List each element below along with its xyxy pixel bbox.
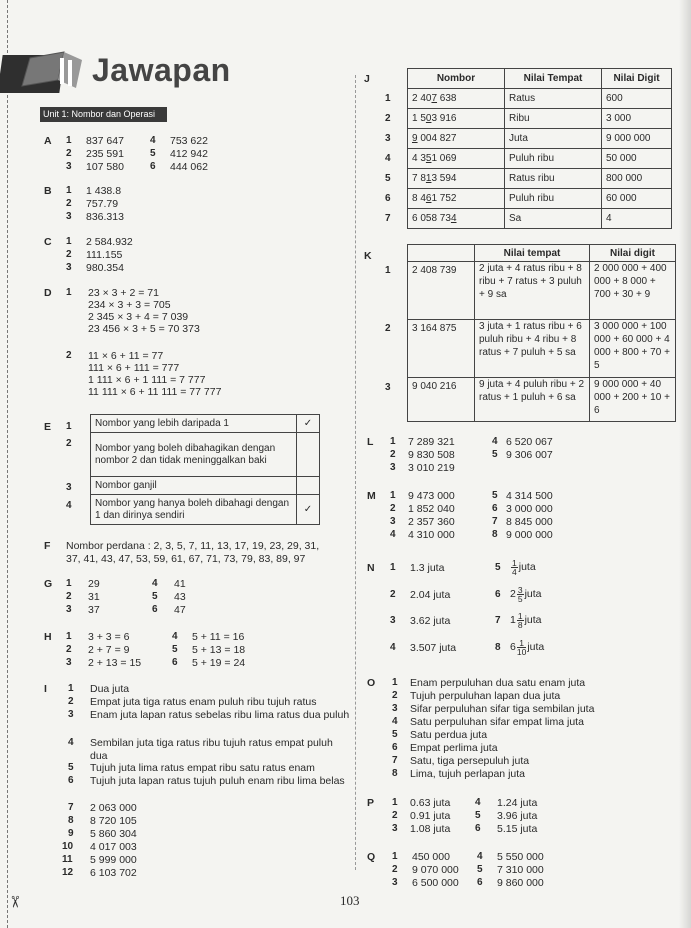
answer-value: Satu perdua juta: [410, 729, 488, 741]
section-label-q: Q: [367, 851, 376, 863]
column-header: Nilai digit: [590, 245, 676, 262]
item-number: 3: [392, 877, 398, 888]
table-cell: Nombor yang hanya boleh dibahagi dengan 1 dan dirinya sendiri: [91, 495, 297, 525]
answer-value: 5 550 000: [497, 851, 544, 863]
place-value-cell: Ratus: [505, 89, 602, 109]
section-label-g: G: [44, 578, 53, 590]
place-value-cell: Ratus ribu: [505, 169, 602, 189]
item-number: 7: [492, 516, 498, 527]
answer-value: 2 + 7 = 9: [88, 644, 130, 656]
item-number: 2: [66, 350, 72, 361]
answer-value: Satu perpuluhan sifar empat lima juta: [410, 716, 584, 728]
fraction-answer: $\frac{1}{4}$ juta: [512, 557, 536, 577]
item-number: 5: [150, 148, 156, 159]
number-cell: 4 351 069: [408, 149, 505, 169]
section-label-c: C: [44, 236, 52, 248]
answer-value: 5 860 304: [90, 828, 137, 840]
item-number: 3: [66, 262, 72, 273]
answer-value: 4 314 500: [506, 490, 553, 502]
table-row: [408, 109, 672, 129]
item-number: 5: [152, 591, 158, 602]
place-value-cell: Sa: [505, 209, 602, 229]
item-number: 2: [66, 438, 72, 449]
item-number: 6: [477, 877, 483, 888]
item-number: 1: [66, 287, 72, 298]
section-label-h: H: [44, 631, 52, 643]
answer-value: 9 860 000: [497, 877, 544, 889]
answer-value: 111.155: [86, 249, 123, 261]
answer-value: 8 720 105: [90, 815, 137, 827]
item-number: 5: [172, 644, 178, 655]
table-row: [408, 209, 672, 229]
answer-value: 3 + 3 = 6: [88, 631, 130, 643]
item-number: 2: [66, 198, 72, 209]
item-number: 3: [66, 161, 72, 172]
number-cell: 2 408 739: [408, 262, 475, 320]
item-number: 6: [392, 742, 398, 753]
item-number: 2: [392, 864, 398, 875]
equation: 23 × 3 + 2 = 71: [88, 287, 159, 299]
section-label-o: O: [367, 677, 376, 689]
section-label-l: L: [367, 436, 374, 448]
digit-value-cell: 2 000 000 + 400 000 + 8 000 + 700 + 30 + 9: [590, 262, 676, 320]
answer-value: 2.04 juta: [410, 589, 451, 601]
section-label-m: M: [367, 490, 376, 502]
answer-value: Sifar perpuluhan sifar tiga sembilan juta: [410, 703, 595, 715]
answer-value: 9 070 000: [412, 864, 459, 876]
section-label-a: A: [44, 135, 52, 147]
table-row: [408, 378, 676, 422]
section-label-j: J: [364, 73, 370, 85]
tick-icon: ✓: [297, 495, 320, 525]
item-number: 3: [392, 703, 398, 714]
answer-value: 3.96 juta: [497, 810, 538, 822]
answer-value: 9 306 007: [506, 449, 553, 461]
item-number: 2: [385, 113, 391, 124]
item-number: 4: [477, 851, 483, 862]
answer-value: 8 845 000: [506, 516, 553, 528]
item-number: 8: [392, 768, 398, 779]
table-row: [408, 262, 676, 320]
page-title: Jawapan: [92, 52, 231, 88]
answer-value: Lima, tujuh perlapan juta: [410, 768, 525, 780]
answer-value: 9 830 508: [408, 449, 455, 461]
item-number: 6: [68, 775, 74, 786]
table-row: [408, 129, 672, 149]
tick-cell: [297, 433, 320, 477]
item-number: 3: [66, 211, 72, 222]
item-number: 2: [390, 503, 396, 514]
answer-value: 753 622: [170, 135, 208, 147]
item-number: 6: [152, 604, 158, 615]
place-value-cell: 2 juta + 4 ratus ribu + 8 ribu + 7 ratus + 3 puluh + 9 sa: [475, 262, 590, 320]
tick-cell: [297, 477, 320, 495]
item-number: 5: [495, 562, 501, 573]
prime-numbers-line: 37, 41, 43, 47, 53, 59, 61, 67, 71, 73, 79, 83, 89, 97: [66, 553, 306, 565]
table-e: [90, 414, 320, 525]
place-value-cell: Puluh ribu: [505, 189, 602, 209]
answer-value: 5 + 13 = 18: [192, 644, 246, 656]
answer-value: Tujuh juta lapan ratus tujuh puluh enam ribu lima belas: [90, 775, 345, 787]
answer-value: 7 310 000: [497, 864, 544, 876]
item-number: 5: [492, 449, 498, 460]
item-number: 4: [475, 797, 481, 808]
equation: 111 × 6 + 111 = 777: [88, 362, 180, 374]
item-number: 8: [495, 642, 501, 653]
place-value-cell: 9 juta + 4 puluh ribu + 2 ratus + 1 puluh + 6 sa: [475, 378, 590, 422]
item-number: 1: [66, 421, 72, 432]
item-number: 3: [390, 462, 396, 473]
digit-value-cell: 3 000 000 + 100 000 + 60 000 + 4 000 + 800 + 70 + 5: [590, 320, 676, 378]
digit-value-cell: 4: [602, 209, 672, 229]
table-cell: Nombor yang boleh dibahagikan dengan nombor 2 dan tidak meninggalkan baki: [91, 433, 297, 477]
item-number: 1: [66, 578, 72, 589]
answer-value: 6 520 067: [506, 436, 553, 448]
answer-value: 6 500 000: [412, 877, 459, 889]
number-cell: 9 040 216: [408, 378, 475, 422]
item-number: 9: [68, 828, 74, 839]
page-number: 103: [340, 893, 360, 908]
answer-value: 980.354: [86, 262, 124, 274]
item-number: 2: [385, 323, 391, 334]
column-header: Nilai Tempat: [505, 69, 602, 89]
table-j: [407, 68, 672, 229]
item-number: 2: [390, 589, 396, 600]
item-number: 6: [492, 503, 498, 514]
item-number: 10: [62, 841, 74, 852]
item-number: 7: [495, 615, 501, 626]
answer-value: Satu, tiga persepuluh juta: [410, 755, 530, 767]
answer-value: 1 852 040: [408, 503, 455, 515]
equation: 11 × 6 + 11 = 77: [88, 350, 164, 362]
answer-value: 41: [174, 578, 186, 590]
item-number: 4: [492, 436, 498, 447]
item-number: 4: [172, 631, 178, 642]
answer-value: 9 473 000: [408, 490, 455, 502]
answer-value: 450 000: [412, 851, 450, 863]
table-row: [91, 495, 320, 525]
answer-value: 757.79: [86, 198, 119, 210]
answer-value: 4 017 003: [90, 841, 137, 853]
table-row: [408, 149, 672, 169]
equation: 23 456 × 3 + 5 = 70 373: [88, 323, 200, 335]
table-row: [91, 415, 320, 433]
column-header: Nilai tempat: [475, 245, 590, 262]
item-number: 1: [390, 562, 396, 573]
item-number: 3: [66, 657, 72, 668]
section-label-e: E: [44, 421, 52, 433]
prime-numbers-line: Nombor perdana : 2, 3, 5, 7, 11, 13, 17, 19, 23, 29, 31,: [66, 540, 320, 552]
section-label-b: B: [44, 185, 52, 197]
digit-value-cell: 800 000: [602, 169, 672, 189]
answer-value: Tujuh juta lima ratus empat ribu satu ratus enam: [90, 762, 315, 774]
answer-value: 29: [88, 578, 100, 590]
answer-value: 1 438.8: [86, 185, 122, 197]
answer-value: 2 584.932: [86, 236, 133, 248]
pencil-icon: [18, 50, 88, 92]
answer-value: 5 999 000: [90, 854, 137, 866]
table-row: [91, 433, 320, 477]
answer-value: 6 103 702: [90, 867, 137, 879]
item-number: 4: [68, 737, 74, 748]
item-number: 2: [66, 644, 72, 655]
item-number: 5: [385, 173, 391, 184]
table-row: [408, 320, 676, 378]
answer-value: Enam perpuluhan dua satu enam juta: [410, 677, 586, 689]
digit-value-cell: 9 000 000 + 40 000 + 200 + 10 + 6: [590, 378, 676, 422]
item-number: 3: [392, 823, 398, 834]
item-number: 6: [172, 657, 178, 668]
answer-value: 836.313: [86, 211, 124, 223]
table-cell: Nombor ganjil: [91, 477, 297, 495]
item-number: 7: [392, 755, 398, 766]
item-number: 5: [68, 762, 74, 773]
unit-badge: Unit 1: Nombor dan Operasi: [40, 107, 167, 122]
equation: 2 345 × 3 + 4 = 7 039: [88, 311, 189, 323]
table-header-row: [408, 69, 672, 89]
number-cell: 2 407 638: [408, 89, 505, 109]
answer-value: 9 000 000: [506, 529, 553, 541]
item-number: 2: [392, 690, 398, 701]
answer-value: 235 591: [86, 148, 124, 160]
item-number: 1: [66, 135, 72, 146]
table-row: [91, 477, 320, 495]
item-number: 4: [385, 153, 391, 164]
item-number: 1: [66, 631, 72, 642]
item-number: 6: [475, 823, 481, 834]
place-value-cell: Juta: [505, 129, 602, 149]
section-label-k: K: [364, 250, 372, 262]
digit-value-cell: 3 000: [602, 109, 672, 129]
item-number: 1: [392, 851, 398, 862]
page-edge-shadow: [679, 0, 691, 928]
item-number: 2: [66, 249, 72, 260]
number-cell: 6 058 734: [408, 209, 505, 229]
digit-value-cell: 9 000 000: [602, 129, 672, 149]
answer-value: 5.15 juta: [497, 823, 538, 835]
answer-value: 837 647: [86, 135, 124, 147]
answer-value: Sembilan juta tiga ratus ribu tujuh ratus empat puluh dua: [90, 737, 333, 762]
answer-value: 3 010 219: [408, 462, 455, 474]
column-divider: [355, 75, 356, 870]
table-k: [407, 244, 676, 422]
answer-value: 3 000 000: [506, 503, 553, 515]
digit-value-cell: 600: [602, 89, 672, 109]
item-number: 3: [385, 133, 391, 144]
item-number: 8: [68, 815, 74, 826]
fraction-answer: 2 $\frac{3}{5}$ juta: [510, 584, 542, 604]
place-value-cell: Puluh ribu: [505, 149, 602, 169]
item-number: 5: [492, 490, 498, 501]
table-row: [408, 189, 672, 209]
item-number: 6: [495, 589, 501, 600]
item-number: 12: [62, 867, 74, 878]
column-header: Nilai Digit: [602, 69, 672, 89]
section-label-n: N: [367, 562, 375, 574]
table-header-row: [408, 245, 676, 262]
answer-value: 3.507 juta: [410, 642, 457, 654]
item-number: 4: [66, 500, 72, 511]
section-label-d: D: [44, 287, 52, 299]
answer-value: 5 + 19 = 24: [192, 657, 246, 669]
item-number: 5: [477, 864, 483, 875]
item-number: 1: [390, 490, 396, 501]
table-cell: Nombor yang lebih daripada 1: [91, 415, 297, 433]
answer-value: 4 310 000: [408, 529, 455, 541]
item-number: 1: [66, 236, 72, 247]
answer-value: Empat perlima juta: [410, 742, 498, 754]
scissors-icon: ✂: [5, 895, 23, 909]
item-number: 2: [392, 810, 398, 821]
item-number: 6: [150, 161, 156, 172]
equation: 234 × 3 + 3 = 705: [88, 299, 171, 311]
column-header: [408, 245, 475, 262]
item-number: 4: [390, 529, 396, 540]
place-value-cell: Ribu: [505, 109, 602, 129]
section-label-i: I: [44, 683, 47, 695]
answer-value: 412 942: [170, 148, 208, 160]
item-number: 1: [392, 797, 398, 808]
answer-value: 0.63 juta: [410, 797, 451, 809]
answer-value: 2 + 13 = 15: [88, 657, 142, 669]
item-number: 8: [492, 529, 498, 540]
item-number: 5: [392, 729, 398, 740]
section-label-p: P: [367, 797, 375, 809]
fraction-answer: 6 $\frac{1}{10}$ juta: [510, 637, 545, 657]
answer-value: 444 062: [170, 161, 208, 173]
digit-value-cell: 50 000: [602, 149, 672, 169]
item-number: 4: [390, 642, 396, 653]
answer-value: 0.91 juta: [410, 810, 451, 822]
item-number: 11: [62, 854, 73, 865]
item-number: 4: [392, 716, 398, 727]
equation: 1 111 × 6 + 1 111 = 7 777: [88, 374, 206, 386]
answer-value: 3.62 juta: [410, 615, 451, 627]
item-number: 3: [66, 482, 72, 493]
digit-value-cell: 60 000: [602, 189, 672, 209]
answer-value: Empat juta tiga ratus enam puluh ribu tujuh ratus: [90, 696, 317, 708]
answer-value: 7 289 321: [408, 436, 455, 448]
number-cell: 1 503 916: [408, 109, 505, 129]
number-cell: 8 461 752: [408, 189, 505, 209]
item-number: 3: [390, 615, 396, 626]
answer-value: 37: [88, 604, 100, 616]
item-number: 3: [390, 516, 396, 527]
item-number: 1: [66, 185, 72, 196]
answer-value: 31: [88, 591, 100, 603]
answer-value: Enam juta lapan ratus sebelas ribu lima ratus dua puluh: [90, 709, 350, 721]
fraction-answer: 1 $\frac{1}{8}$ juta: [510, 610, 542, 630]
answer-value: Tujuh perpuluhan lapan dua juta: [410, 690, 561, 702]
answer-value: 2 063 000: [90, 802, 137, 814]
item-number: 4: [152, 578, 158, 589]
item-number: 4: [150, 135, 156, 146]
item-number: 2: [66, 148, 72, 159]
item-number: 3: [68, 709, 74, 720]
answer-value: 5 + 11 = 16: [192, 631, 245, 643]
item-number: 1: [390, 436, 396, 447]
answer-value: 1.24 juta: [497, 797, 538, 809]
number-cell: 9 004 827: [408, 129, 505, 149]
answer-value: 47: [174, 604, 186, 616]
perforation-line: [7, 0, 8, 928]
item-number: 1: [392, 677, 398, 688]
answer-value: 1.08 juta: [410, 823, 451, 835]
item-number: 7: [385, 213, 391, 224]
item-number: 2: [390, 449, 396, 460]
item-number: 2: [68, 696, 74, 707]
answer-value: 1.3 juta: [410, 562, 445, 574]
item-number: 3: [66, 604, 72, 615]
item-number: 3: [385, 382, 391, 393]
section-label-f: F: [44, 540, 51, 552]
answer-value: 2 357 360: [408, 516, 455, 528]
answer-value: Dua juta: [90, 683, 130, 695]
item-number: 1: [68, 683, 74, 694]
column-header: Nombor: [408, 69, 505, 89]
number-cell: 3 164 875: [408, 320, 475, 378]
item-number: 7: [68, 802, 74, 813]
item-number: 1: [385, 265, 391, 276]
table-row: [408, 169, 672, 189]
answer-value: 107 580: [86, 161, 124, 173]
place-value-cell: 3 juta + 1 ratus ribu + 6 puluh ribu + 4 ribu + 8 ratus + 7 puluh + 5 sa: [475, 320, 590, 378]
tick-icon: ✓: [297, 415, 320, 433]
item-number: 5: [475, 810, 481, 821]
equation: 11 111 × 6 + 11 111 = 77 777: [88, 386, 222, 398]
table-row: [408, 89, 672, 109]
answer-value: 43: [174, 591, 186, 603]
item-number: 2: [66, 591, 72, 602]
item-number: 1: [385, 93, 391, 104]
number-cell: 7 813 594: [408, 169, 505, 189]
item-number: 6: [385, 193, 391, 204]
